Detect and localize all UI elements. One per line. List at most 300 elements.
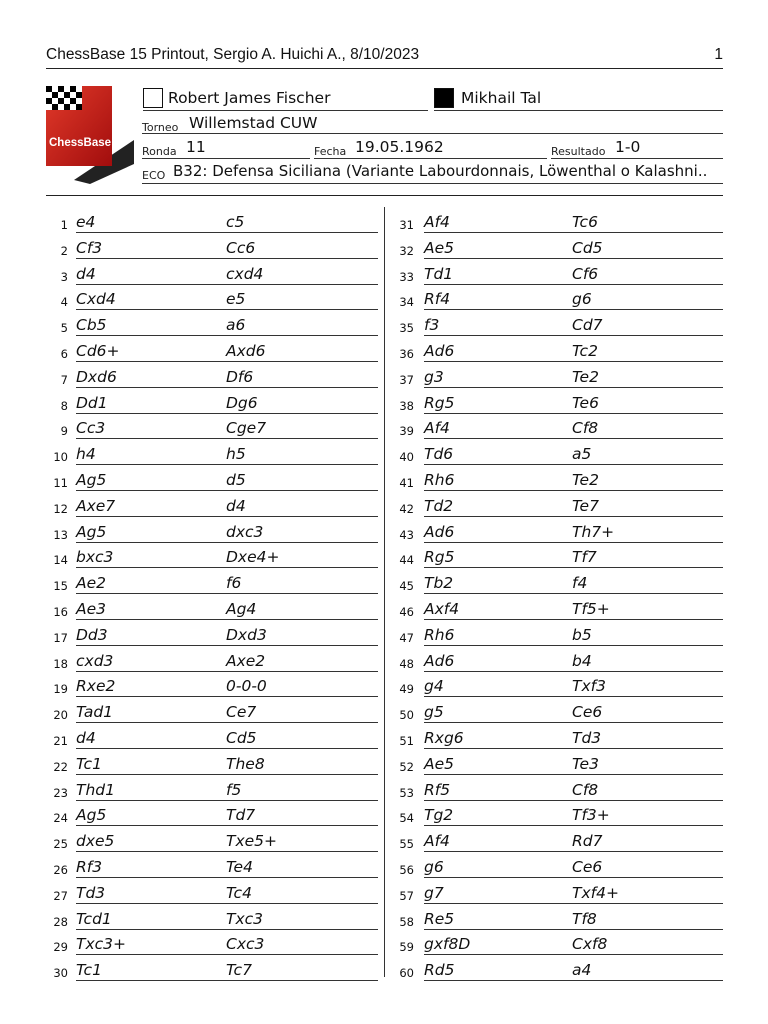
white-move: g6 [424,857,444,876]
move-row [46,932,366,958]
result-value: 1-0 [615,138,641,156]
black-move: c5 [226,213,245,231]
result-line [551,158,723,159]
eco-value: B32: Defensa Siciliana (Variante Labourdonnais, Löwenthal o Kalashni.. [173,162,708,180]
move-row [46,365,366,391]
white-move: bxc3 [76,548,114,567]
logo-text: ChessBase [49,137,112,149]
move-number: 34 [399,295,414,310]
black-player-box [434,88,454,108]
move-row [46,520,366,546]
move-number: 32 [399,243,414,258]
date-line [314,158,547,159]
round-line [142,158,310,159]
move-underline [76,954,378,955]
white-move: Cc3 [76,419,106,438]
black-move: Te3 [572,754,599,773]
move-number: 51 [399,733,414,748]
move-underline [424,671,723,672]
move-underline [76,464,378,465]
move-number: 16 [53,604,68,619]
move-underline [76,567,378,568]
black-move: Cd7 [572,316,603,335]
move-row [392,881,723,907]
black-move: Dg6 [226,393,258,412]
white-move: Ae3 [76,599,107,618]
moves-column-left [46,210,366,984]
black-move: Th7+ [572,522,615,541]
move-number: 47 [399,630,414,645]
move-row [46,778,366,804]
white-move: Td3 [76,883,106,902]
move-number: 9 [60,424,68,439]
header-separator [46,195,723,196]
move-number: 36 [399,346,414,361]
printout-header [46,46,723,69]
move-row [46,416,366,442]
black-move: Te7 [572,496,599,515]
move-row [46,442,366,468]
move-number: 55 [399,837,414,852]
move-underline [76,593,378,594]
move-row [392,674,723,700]
black-move: Te2 [572,470,599,489]
white-move: cxd3 [76,651,114,670]
white-move: g7 [424,883,444,902]
black-move: Dxe4+ [226,548,280,567]
black-move: b5 [572,625,592,644]
white-move: Rxg6 [424,728,464,747]
result-label: Resultado [551,145,606,158]
move-number: 24 [53,811,68,826]
move-underline [76,696,378,697]
move-underline [424,929,723,930]
black-move: Tf5+ [572,599,610,618]
move-number: 30 [53,966,68,981]
white-player-name: Robert James Fischer [168,89,331,107]
move-number: 13 [53,527,68,542]
black-move: Tf3+ [572,806,610,825]
move-row [392,287,723,313]
move-underline [424,258,723,259]
move-number: 15 [53,579,68,594]
black-move: a4 [572,961,592,980]
black-move: Tc4 [226,883,252,902]
black-move: Df6 [226,367,254,386]
move-underline [76,825,378,826]
move-row [392,855,723,881]
move-underline [76,284,378,285]
date-value: 19.05.1962 [355,138,444,156]
black-move: Ce6 [572,857,603,876]
black-move: a6 [226,316,246,335]
white-move: g3 [424,367,444,386]
move-underline [76,980,378,981]
move-row [46,752,366,778]
move-number: 22 [53,759,68,774]
black-move: f4 [572,574,588,593]
move-underline [424,722,723,723]
move-row [46,210,366,236]
move-number: 58 [399,914,414,929]
white-move: Td1 [424,264,454,283]
black-move: Cxc3 [226,935,265,954]
move-number: 49 [399,682,414,697]
move-row [392,236,723,262]
move-number: 48 [399,656,414,671]
move-number: 40 [399,450,414,465]
move-underline [424,774,723,775]
move-underline [76,671,378,672]
black-move: f6 [226,574,242,593]
black-move: Cd5 [226,728,257,747]
move-underline [76,387,378,388]
move-number: 45 [399,579,414,594]
black-move: cxd4 [226,264,264,283]
move-underline [424,438,723,439]
move-number: 41 [399,475,414,490]
date-label: Fecha [314,145,347,158]
white-player-box [143,88,163,108]
white-move: g5 [424,703,444,722]
round-value: 11 [186,138,206,156]
white-move: dxe5 [76,832,115,851]
black-move: Cxf8 [572,935,608,954]
move-underline [76,232,378,233]
white-player-line [143,110,428,111]
move-number: 20 [53,708,68,723]
move-underline [424,284,723,285]
moves-column-right [392,210,723,984]
black-move: d4 [226,496,246,515]
move-underline [424,903,723,904]
white-move: d4 [76,728,96,747]
move-row [392,365,723,391]
white-move: Axf4 [424,599,460,618]
move-number: 46 [399,604,414,619]
black-move: Te6 [572,393,599,412]
move-row [392,752,723,778]
move-number: 44 [399,553,414,568]
move-row [392,597,723,623]
black-move: The8 [226,754,265,773]
move-number: 60 [399,966,414,981]
white-move: Txc3+ [76,935,127,954]
move-row [46,339,366,365]
move-number: 11 [53,475,68,490]
event-line [142,133,723,134]
move-row [392,907,723,933]
white-move: Td2 [424,496,454,515]
move-number: 39 [399,424,414,439]
move-row [46,597,366,623]
move-underline [76,851,378,852]
black-move: Txf4+ [572,883,619,902]
white-move: g4 [424,677,444,696]
page-number: 1 [714,46,723,63]
move-underline [76,516,378,517]
white-move: Thd1 [76,780,115,799]
move-number: 52 [399,759,414,774]
white-move: Dd3 [76,625,108,644]
eco-line [142,183,723,184]
move-number: 4 [60,295,68,310]
white-move: gxf8D [424,935,471,954]
move-row [392,468,723,494]
white-move: Af4 [424,419,450,438]
move-underline [424,361,723,362]
black-move: Axe2 [226,651,266,670]
move-underline [424,490,723,491]
move-number: 43 [399,527,414,542]
move-underline [76,542,378,543]
black-move: f5 [226,780,242,799]
move-underline [424,516,723,517]
move-row [392,571,723,597]
move-row [392,932,723,958]
white-move: Rf4 [424,290,451,309]
move-underline [424,619,723,620]
move-number: 28 [53,914,68,929]
chessbase-logo [44,84,134,184]
move-number: 54 [399,811,414,826]
white-move: Ad6 [424,651,455,670]
black-move: Td3 [572,728,602,747]
move-row [46,907,366,933]
white-move: e4 [76,213,96,231]
move-underline [424,232,723,233]
move-row [46,468,366,494]
move-underline [76,361,378,362]
move-number: 50 [399,708,414,723]
move-row [392,623,723,649]
black-move: e5 [226,290,246,309]
move-underline [76,438,378,439]
move-row [46,623,366,649]
black-move: Tc7 [226,961,252,980]
move-number: 37 [399,372,414,387]
black-move: Cf6 [572,264,599,283]
move-underline [76,748,378,749]
move-underline [76,774,378,775]
white-move: Tb2 [424,574,454,593]
move-row [46,313,366,339]
move-underline [424,309,723,310]
move-underline [424,748,723,749]
eco-label: ECO [142,169,166,182]
move-row [46,881,366,907]
white-move: Ad6 [424,341,455,360]
move-row [46,803,366,829]
white-move: Af4 [424,832,450,851]
move-underline [424,980,723,981]
move-number: 35 [399,321,414,336]
move-row [46,262,366,288]
white-move: Af4 [424,213,450,231]
white-move: Ad6 [424,522,455,541]
black-move: dxc3 [226,522,264,541]
black-move: Cf8 [572,780,599,799]
move-number: 6 [60,346,68,361]
black-move: Ce7 [226,703,257,722]
move-number: 25 [53,837,68,852]
white-move: d4 [76,264,96,283]
move-row [46,958,366,984]
round-label: Ronda [142,145,177,158]
move-row [392,339,723,365]
black-move: g6 [572,290,592,309]
white-move: Ag5 [76,522,107,541]
black-move: Cf8 [572,419,599,438]
move-number: 56 [399,862,414,877]
move-underline [76,800,378,801]
move-underline [424,542,723,543]
move-row [46,391,366,417]
black-move: Tf7 [572,548,597,567]
move-underline [424,877,723,878]
black-move: Cge7 [226,419,267,438]
move-underline [76,619,378,620]
move-number: 3 [60,269,68,284]
move-row [46,571,366,597]
move-underline [76,645,378,646]
move-row [46,829,366,855]
white-move: Cxd4 [76,290,116,309]
move-number: 7 [60,372,68,387]
white-move: h4 [76,445,96,464]
white-move: Rg5 [424,548,455,567]
move-row [392,649,723,675]
move-row [392,803,723,829]
move-row [46,674,366,700]
white-move: Rh6 [424,470,455,489]
move-underline [76,722,378,723]
event-value: Willemstad CUW [189,114,318,132]
move-number: 27 [53,888,68,903]
black-move: Tc2 [572,341,598,360]
white-move: Dxd6 [76,367,117,386]
move-underline [424,335,723,336]
move-row [392,210,723,236]
black-move: Ag4 [226,599,257,618]
black-move: d5 [226,470,246,489]
move-number: 14 [53,553,68,568]
move-underline [424,413,723,414]
white-move: Ag5 [76,806,107,825]
black-move: Td7 [226,806,256,825]
move-number: 38 [399,398,414,413]
white-move: Rxe2 [76,677,116,696]
move-row [46,545,366,571]
black-move: h5 [226,445,246,464]
move-number: 18 [53,656,68,671]
move-number: 26 [53,862,68,877]
move-number: 31 [399,218,414,232]
move-number: 59 [399,940,414,955]
move-underline [76,413,378,414]
black-move: Rd7 [572,832,603,851]
move-row [392,700,723,726]
black-player-line [434,110,723,111]
white-move: Tcd1 [76,909,112,928]
move-underline [76,258,378,259]
move-number: 12 [53,501,68,516]
move-number: 17 [53,630,68,645]
black-move: a5 [572,445,592,464]
white-move: Re5 [424,909,455,928]
white-move: Ag5 [76,470,107,489]
move-row [392,545,723,571]
move-row [392,494,723,520]
move-underline [76,903,378,904]
move-row [392,313,723,339]
move-underline [76,929,378,930]
white-move: Rg5 [424,393,455,412]
move-number: 23 [53,785,68,800]
black-move: Te2 [572,367,599,386]
white-move: Cd6+ [76,341,120,360]
move-underline [76,335,378,336]
move-number: 10 [53,450,68,465]
move-row [392,520,723,546]
black-player-name: Mikhail Tal [461,89,542,107]
move-row [392,726,723,752]
black-move: Cc6 [226,238,256,257]
printout-title: ChessBase 15 Printout, Sergio A. Huichi A., 8/10/2023 [46,46,420,63]
move-underline [424,825,723,826]
move-row [46,726,366,752]
white-move: Tc1 [76,754,102,773]
move-row [46,700,366,726]
move-underline [76,877,378,878]
white-move: Rf3 [76,857,103,876]
move-row [392,829,723,855]
white-move: f3 [424,316,440,335]
white-move: Rf5 [424,780,451,799]
move-row [392,958,723,984]
black-move: 0-0-0 [226,677,267,696]
move-underline [424,954,723,955]
white-move: Dd1 [76,393,108,412]
move-number: 19 [53,682,68,697]
move-underline [76,309,378,310]
move-row [392,442,723,468]
white-move: Ae5 [424,238,455,257]
black-move: Ce6 [572,703,603,722]
white-move: Tg2 [424,806,454,825]
move-row [46,494,366,520]
move-row [392,778,723,804]
move-number: 42 [399,501,414,516]
move-number: 33 [399,269,414,284]
white-move: Cf3 [76,238,103,257]
move-number: 5 [60,321,68,336]
move-underline [424,800,723,801]
move-number: 29 [53,940,68,955]
black-move: Te4 [226,857,253,876]
move-number: 21 [53,733,68,748]
black-move: Tf8 [572,909,597,928]
move-underline [424,464,723,465]
move-underline [424,567,723,568]
white-move: Ae5 [424,754,455,773]
black-move: Txe5+ [226,832,278,851]
white-move: Ae2 [76,574,107,593]
move-underline [424,387,723,388]
move-number: 8 [60,398,68,413]
move-row [46,287,366,313]
black-move: b4 [572,651,592,670]
